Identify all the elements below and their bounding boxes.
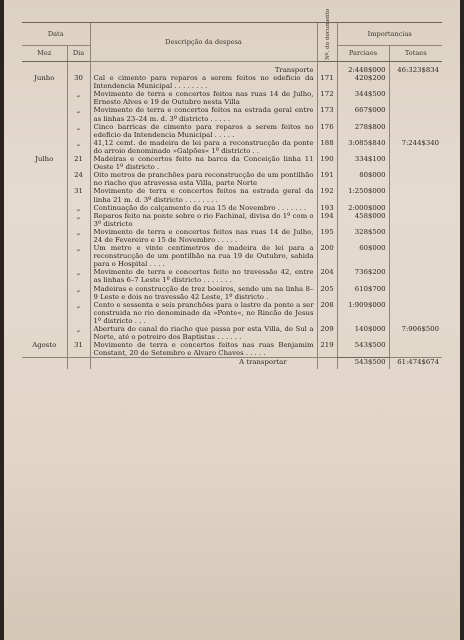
entry-partial-amount: 3:085$840 — [337, 139, 389, 155]
entry-total-amount — [389, 123, 442, 139]
ledger-row — [22, 212, 442, 228]
footer-row — [22, 358, 442, 367]
entry-document-number: 195 — [317, 228, 337, 244]
header-descricao: Descripção da despesa — [90, 23, 317, 62]
entry-total-amount — [389, 187, 442, 203]
entry-partial-amount: 610$700 — [337, 285, 389, 301]
header-data: Data — [22, 23, 90, 46]
entry-month — [22, 139, 67, 155]
entry-partial-amount: 334$100 — [337, 155, 389, 171]
entry-total-amount — [389, 204, 442, 212]
header-documento: Nº. do documento — [317, 23, 337, 62]
entry-description: Cento e sessenta e seis pranchões para o lastro da ponte a ser construida no rio denominado da »Ponte«, no Rincão de Jesus 1º districto . . . — [90, 301, 317, 325]
entry-document-number: 172 — [317, 90, 337, 106]
entry-day: „ — [67, 212, 90, 228]
footer-total: 61:474$674 — [389, 358, 442, 367]
entry-day: „ — [67, 106, 90, 122]
entry-description: Movimento de terra e concertos feitos na estrada geral da linha 21 m. d. 3º districto . . . . . . . . — [90, 187, 317, 203]
footer-label: A transportar — [90, 358, 317, 367]
entry-partial-amount: 60$000 — [337, 244, 389, 268]
entry-partial-amount: 2:000$000 — [337, 204, 389, 212]
entry-description: Um metro e vinte centimetros de madeira de lei para a reconstrucção de um pontilhão na rua 19 de Outubro, sahida para o Hospital . . . . — [90, 244, 317, 268]
entry-day: „ — [67, 228, 90, 244]
entry-document-number: 209 — [317, 325, 337, 341]
footer-parcial: 543$500 — [337, 358, 389, 367]
entry-month — [22, 204, 67, 212]
ledger-row — [22, 155, 442, 171]
entry-document-number: 191 — [317, 171, 337, 187]
entry-day: „ — [67, 204, 90, 212]
entry-total-amount: 7:244$340 — [389, 139, 442, 155]
entry-document-number: 192 — [317, 187, 337, 203]
entry-document-number: 204 — [317, 268, 337, 284]
entry-month — [22, 123, 67, 139]
entry-total-amount — [389, 74, 442, 90]
entry-description: Movimento de terra e concertos feitos nas ruas 14 de Julho, Ernesto Alves e 19 de Outubro nesta Villa — [90, 90, 317, 106]
header-parciaes: Parciaes — [337, 46, 389, 62]
ledger-row — [22, 204, 442, 212]
entry-month — [22, 62, 67, 75]
entry-day: 31 — [67, 187, 90, 203]
ledger-row — [22, 341, 442, 358]
entry-month — [22, 187, 67, 203]
ledger-row — [22, 90, 442, 106]
entry-total-amount — [389, 268, 442, 284]
entry-total-amount — [389, 285, 442, 301]
entry-document-number: 194 — [317, 212, 337, 228]
ledger-row — [22, 244, 442, 268]
entry-total-amount — [389, 171, 442, 187]
entry-document-number: 193 — [317, 204, 337, 212]
entry-partial-amount: 543$500 — [337, 341, 389, 358]
entry-day: „ — [67, 301, 90, 325]
entry-document-number: 190 — [317, 155, 337, 171]
entry-partial-amount: 736$200 — [337, 268, 389, 284]
entry-day: „ — [67, 244, 90, 268]
entry-description: 41,12 cemt. de madeira de lei para a reconstrucção da ponte do arroio denominado »Galpões« 1º districto . . — [90, 139, 317, 155]
entry-total-amount: 7:906$500 — [389, 325, 442, 341]
entry-description: Cinco barricas de cimento para reparos a serem feitos no edeficio da Intendencia Municipal . . . . . — [90, 123, 317, 139]
entry-day: „ — [67, 268, 90, 284]
entry-day: „ — [67, 90, 90, 106]
header-row-top — [22, 23, 442, 46]
entry-total-amount — [389, 244, 442, 268]
entry-description: Oito metros de pranchões para reconstrucção de um pontilhão no riacho que atravessa esta Villa, parte Norte — [90, 171, 317, 187]
entry-month — [22, 106, 67, 122]
entry-total-amount — [389, 106, 442, 122]
entry-description: Transporte — [90, 62, 317, 75]
entry-total-amount — [389, 228, 442, 244]
ledger-row — [22, 301, 442, 325]
entry-month: Junho — [34, 74, 55, 83]
entry-partial-amount: 1:909$000 — [337, 301, 389, 325]
ledger-body — [22, 62, 442, 358]
entry-day: 24 — [67, 171, 90, 187]
entry-month — [22, 228, 67, 244]
entry-document-number: 219 — [317, 341, 337, 358]
entry-description: Reparos feito na ponte sobre o rio Fachinal, divisa do 1º com o 3º districto — [90, 212, 317, 228]
entry-month — [22, 301, 67, 325]
entry-partial-amount: 420$200 — [337, 74, 389, 90]
entry-month — [22, 244, 67, 268]
ledger-row — [22, 123, 442, 139]
entry-description: Cal e cimento para reparos a serem feitos no edeficio da Intendencia Municipal . . . . . . . . — [90, 74, 317, 90]
entry-description: Madeiras e concertos feito na barca da Conceição linha 11 Oeste 1º districto . — [90, 155, 317, 171]
entry-total-amount: 46:323$834 — [389, 62, 442, 75]
entry-total-amount — [389, 301, 442, 325]
entry-document-number: 205 — [317, 285, 337, 301]
entry-day: 30 — [67, 74, 90, 90]
header-importancias: Importancias — [337, 23, 442, 46]
entry-partial-amount: 458$000 — [337, 212, 389, 228]
entry-partial-amount: 1:250$000 — [337, 187, 389, 203]
ledger-row — [22, 228, 442, 244]
entry-day: 21 — [67, 155, 90, 171]
entry-day: „ — [67, 123, 90, 139]
entry-document-number: 173 — [317, 106, 337, 122]
entry-total-amount — [389, 212, 442, 228]
entry-document-number: 171 — [317, 74, 337, 90]
ledger-row — [22, 325, 442, 341]
entry-month — [22, 268, 67, 284]
header-dia: Dia — [67, 46, 90, 62]
entry-day: „ — [67, 325, 90, 341]
entry-partial-amount: 667$000 — [337, 106, 389, 122]
ledger-row — [22, 106, 442, 122]
document-page — [4, 0, 460, 640]
entry-month — [22, 90, 67, 106]
entry-description: Madeiras e construcção de trez boeiros, sendo um na linha 8–9 Leste e dois no travessão 42 Leste, 1º districto . — [90, 285, 317, 301]
entry-month: Agosto — [32, 341, 57, 350]
entry-description: Abertura do canal do riacho que passa por esta Villa, de Sul a Norte, até o potreiro dos Baptistas . . . . . . — [90, 325, 317, 341]
entry-partial-amount: 80$000 — [337, 171, 389, 187]
entry-day: „ — [67, 285, 90, 301]
ledger-row — [22, 268, 442, 284]
entry-month — [22, 212, 67, 228]
entry-description: Movimento de terra e concertos feito no travessão 42, entre as linhas 6–7 Leste 1º districto . . . . . . . — [90, 268, 317, 284]
entry-description: Movimento de terra e concertos feitos na estrada geral entre as linhas 23–24 m. d. 3º districto . . . . . — [90, 106, 317, 122]
entry-description: Movimento de terra e concertos feitos nas ruas Benjamim Constant, 20 de Setembro e Alvaro Chaves . . . . . — [90, 341, 317, 358]
entry-day: 31 — [67, 341, 90, 358]
ledger-row — [22, 171, 442, 187]
entry-total-amount — [389, 155, 442, 171]
entry-partial-amount: 278$800 — [337, 123, 389, 139]
ledger-row — [22, 74, 442, 90]
entry-description: Continuação do calçamento da rua 15 de Novembro . . . . . . . — [90, 204, 317, 212]
entry-day: „ — [67, 139, 90, 155]
ledger-row — [22, 187, 442, 203]
entry-document-number: 200 — [317, 244, 337, 268]
entry-partial-amount: 328$500 — [337, 228, 389, 244]
entry-month — [22, 171, 67, 187]
entry-total-amount — [389, 90, 442, 106]
entry-month — [22, 325, 67, 341]
entry-partial-amount: 344$500 — [337, 90, 389, 106]
entry-document-number: 176 — [317, 123, 337, 139]
entry-month — [22, 285, 67, 301]
entry-partial-amount: 2:448$000 — [337, 62, 389, 75]
entry-total-amount — [389, 341, 442, 358]
entry-partial-amount: 140$000 — [337, 325, 389, 341]
expense-ledger-table — [22, 9, 442, 369]
entry-month: Julho — [35, 155, 54, 164]
entry-document-number — [317, 62, 337, 75]
header-mez: Mez — [22, 46, 67, 62]
entry-document-number: 208 — [317, 301, 337, 325]
header-totaes: Totaes — [389, 46, 442, 62]
entry-description: Movimento de terra e concertos feitos nas ruas 14 de Julho, 24 de Fevereiro e 15 de Novembro . . . . . — [90, 228, 317, 244]
ledger-row — [22, 62, 442, 75]
ledger-row — [22, 285, 442, 301]
entry-day — [67, 62, 90, 75]
entry-document-number: 188 — [317, 139, 337, 155]
ledger-row — [22, 139, 442, 155]
